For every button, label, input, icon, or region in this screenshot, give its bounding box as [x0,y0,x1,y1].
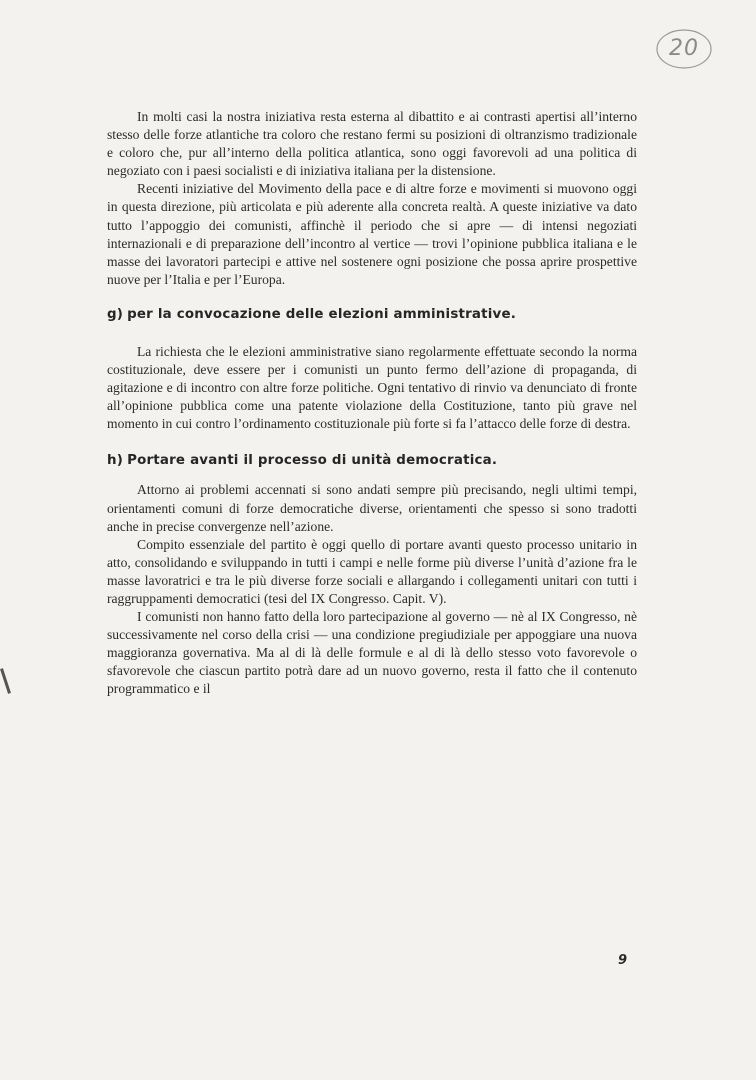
section-title: Portare avanti il processo di unità democratica. [127,453,498,469]
section-heading-h [107,452,637,470]
margin-mark [0,668,11,694]
section-heading-g [107,306,637,324]
body-paragraph: Compito essenziale del partito è oggi quello di portare avanti questo processo unitario in atto, consolidando e sviluppando in tutti i campi e nelle forme più diverse l’unità d’azione fra le masse lavoratrici e tra le più diverse forze sociali e allargando i collegamenti unitari con tutti i raggruppamenti democratici (tesi del IX Congresso. Capit. V). [107,536,637,606]
section-letter: g) [107,306,124,322]
body-paragraph: Attorno ai problemi accennati si sono andati sempre più precisando, negli ultimi tempi, orientamenti comuni di forze democratiche diverse, orientamenti che spesso si sono tradotti anche in precise convergenze nell’azione. [107,482,637,534]
page-number: 9 [618,953,628,968]
section-letter: h) [107,453,124,469]
body-paragraph: La richiesta che le elezioni amministrative siano regolarmente effettuate secondo la norma costituzionale, deve essere per i comunisti un punto fermo dell’azione di propaganda, di agitazione e di incontro con altre forze politiche. Ogni tentativo di rinvio va denunciato di fronte all’opinione pubblica come una patente violazione della Costituzione, tanto più grave nel momento in cui contro l’ordinamento costituzionale più forte si fa l’attacco delle forze di destra. [107,343,637,432]
section-title: per la convocazione delle elezioni amministrative. [127,306,517,322]
body-paragraph: In molti casi la nostra iniziativa resta esterna al dibattito e ai contrasti apertisi all’interno stesso delle forze atlantiche tra coloro che restano fermi su posizioni di oltranzismo tradizionale e coloro che, pur all’interno della politica atlantica, sono oggi favorevoli ad una politica di negoziato con i paesi socialisti e di iniziativa italiana per la distensione. [107,109,637,179]
body-paragraph: I comunisti non hanno fatto della loro partecipazione al governo — nè al IX Congresso, nè successivamente nel corso della crisi — una condizione pregiudiziale per appoggiare una nuova maggioranza governativa. Ma al di là delle formule e al di là dello stesso voto favorevole o sfavorevole che ciascun partito potrà dare ad un nuovo governo, resta il fatto che il contenuto programmatico e il [107,609,637,697]
body-paragraph: Recenti iniziative del Movimento della pace e di altre forze e movimenti si muovono oggi in questa direzione, più articolata e più aderente alla concreta realtà. A queste iniziative va dato tutto l’appoggio dei comunisti, affinchè il periodo che si apre — di intensi negoziati internazionali e di preparazione dell’incontro al vertice — trovi l’opinione pubblica italiana e le masse dei lavoratori partecipi e attive nel sostenere ogni posizione che possa aprire prospettive nuove per l’Italia e per l’Europa. [107,181,637,287]
document-body [107,108,637,699]
handwritten-page-mark [655,28,713,70]
handwritten-number: 20 [669,36,699,61]
